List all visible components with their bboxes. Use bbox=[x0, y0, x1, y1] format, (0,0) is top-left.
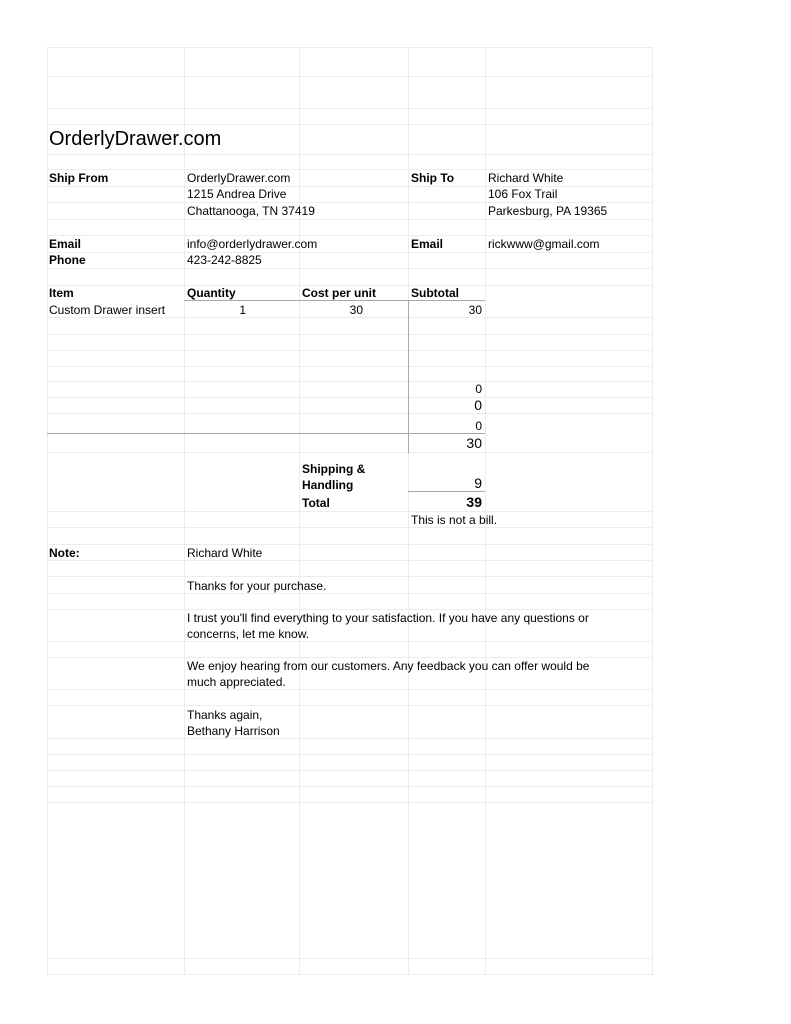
grid-row-line bbox=[47, 527, 652, 528]
from-email: info@orderlydrawer.com bbox=[187, 237, 318, 251]
grid-row-line bbox=[47, 334, 652, 335]
subtotal-cell: 0 bbox=[475, 419, 482, 433]
ship-to-line: 106 Fox Trail bbox=[488, 187, 558, 201]
grid-row-line bbox=[47, 47, 652, 48]
grid-row-line bbox=[47, 252, 652, 253]
grid-row-line bbox=[47, 511, 652, 512]
row-quantity: 1 bbox=[239, 303, 246, 317]
note-line: much appreciated. bbox=[187, 675, 286, 689]
grid-row-line bbox=[47, 452, 652, 453]
row-subtotal: 30 bbox=[468, 303, 482, 317]
grid-row-line bbox=[47, 576, 652, 577]
header-item: Item bbox=[49, 286, 74, 300]
sum-value: 30 bbox=[466, 435, 482, 451]
grid-row-line bbox=[47, 350, 652, 351]
grid-row-line bbox=[47, 657, 652, 658]
ship-from-line: 1215 Andrea Drive bbox=[187, 187, 287, 201]
grid-row-line bbox=[47, 108, 652, 109]
ship-to-label: Ship To bbox=[411, 171, 455, 185]
note-closing: Thanks again, bbox=[187, 708, 263, 722]
grid-col-line bbox=[652, 47, 653, 975]
ship-from-label: Ship From bbox=[49, 171, 109, 185]
header-quantity: Quantity bbox=[187, 286, 236, 300]
grid-row-line bbox=[47, 544, 652, 545]
grid-row-line bbox=[47, 738, 652, 739]
grid-row-line bbox=[47, 397, 652, 398]
disclaimer: This is not a bill. bbox=[411, 513, 498, 527]
note-recipient: Richard White bbox=[187, 546, 263, 560]
header-underline bbox=[184, 300, 485, 301]
shipping-value: 9 bbox=[474, 475, 482, 491]
ship-from-line: OrderlyDrawer.com bbox=[187, 171, 291, 185]
grid-row-line bbox=[47, 154, 652, 155]
to-email: rickwww@gmail.com bbox=[488, 237, 600, 251]
note-label: Note: bbox=[49, 546, 80, 560]
note-line: We enjoy hearing from our customers. Any feedback you can offer would be bbox=[187, 659, 590, 673]
items-bottom-border bbox=[47, 433, 485, 434]
grid-row-line bbox=[47, 413, 652, 414]
grid-row-line bbox=[47, 219, 652, 220]
total-rule bbox=[408, 491, 485, 492]
from-phone: 423-242-8825 bbox=[187, 253, 262, 267]
subtotal-cell: 0 bbox=[475, 382, 482, 396]
grid-row-line bbox=[47, 705, 652, 706]
from-phone-label: Phone bbox=[49, 253, 86, 267]
note-signature: Bethany Harrison bbox=[187, 724, 280, 738]
grid-row-line bbox=[47, 366, 652, 367]
company-title: OrderlyDrawer.com bbox=[49, 128, 222, 150]
grid-row-line bbox=[47, 689, 652, 690]
ship-from-line: Chattanooga, TN 37419 bbox=[187, 204, 315, 218]
total-value: 39 bbox=[466, 494, 482, 510]
grid-row-line bbox=[47, 235, 652, 236]
grid-row-line bbox=[47, 186, 652, 187]
grid-row-line bbox=[47, 958, 652, 959]
grid-row-line bbox=[47, 641, 652, 642]
shipping-label: Shipping & bbox=[302, 462, 366, 476]
grid-row-line bbox=[47, 169, 652, 170]
ship-to-line: Richard White bbox=[488, 171, 564, 185]
grid-row-line bbox=[47, 202, 652, 203]
header-cost: Cost per unit bbox=[302, 286, 376, 300]
grid-row-line bbox=[47, 124, 652, 125]
to-email-label: Email bbox=[411, 237, 444, 251]
row-cost: 30 bbox=[349, 303, 363, 317]
grid-row-line bbox=[47, 317, 652, 318]
note-line: Thanks for your purchase. bbox=[187, 579, 327, 593]
grid-row-line bbox=[47, 754, 652, 755]
subtotal-cell: 0 bbox=[474, 397, 482, 413]
grid-row-line bbox=[47, 786, 652, 787]
shipping-label: Handling bbox=[302, 478, 354, 492]
from-email-label: Email bbox=[49, 237, 82, 251]
note-line: concerns, let me know. bbox=[187, 627, 310, 641]
grid-row-line bbox=[47, 593, 652, 594]
grid-row-line bbox=[47, 974, 652, 975]
grid-row-line bbox=[47, 76, 652, 77]
grid-row-line bbox=[47, 268, 652, 269]
note-line: I trust you'll find everything to your satisfaction. If you have any questions or bbox=[187, 611, 589, 625]
grid-row-line bbox=[47, 381, 652, 382]
grid-row-line bbox=[47, 609, 652, 610]
row-item: Custom Drawer insert bbox=[49, 303, 166, 317]
grid-row-line bbox=[47, 802, 652, 803]
total-label: Total bbox=[302, 496, 330, 510]
grid-row-line bbox=[47, 770, 652, 771]
grid-row-line bbox=[47, 560, 652, 561]
ship-to-line: Parkesburg, PA 19365 bbox=[488, 204, 608, 218]
header-subtotal: Subtotal bbox=[411, 286, 459, 300]
